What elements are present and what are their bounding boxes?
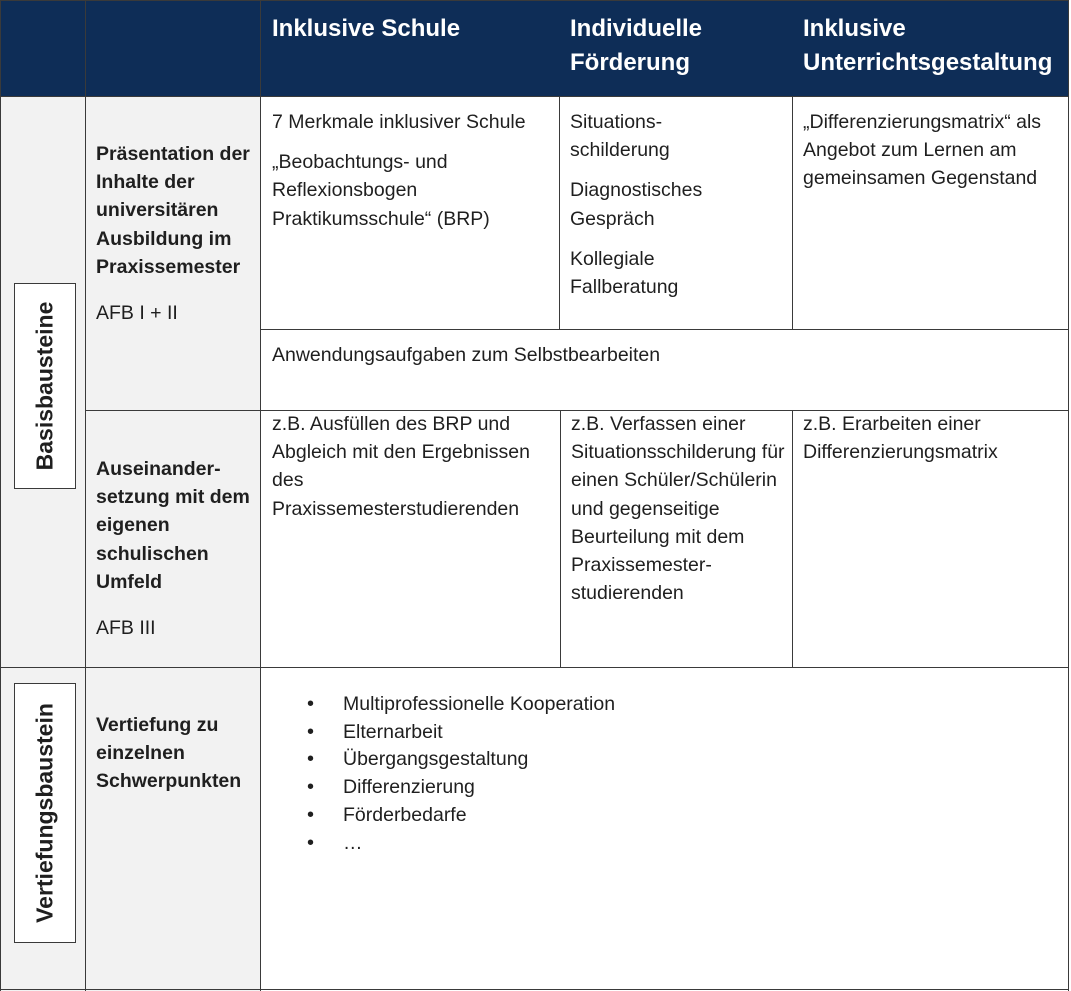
bullet-item: • … xyxy=(307,830,1007,858)
basisbausteine-label xyxy=(14,283,76,489)
grid-line xyxy=(260,329,1069,330)
bullet-item: • Förderbedarfe xyxy=(307,802,1007,830)
grid-line xyxy=(260,0,261,991)
row2-inklusive-schule-cell: z.B. Ausfüllen des BRP und Abgleich mit den Ergebnissen des Praxissemesterstudierenden xyxy=(272,413,530,520)
row1-title: Präsentation der Inhalte der universitären Ausbildung im Praxissemester xyxy=(96,143,250,278)
bullet-item: • Differenzierung xyxy=(307,774,1007,802)
header-individuelle-foerderung: Individuelle Förderung xyxy=(570,15,703,76)
row2-inklusive-unterrichtsgestaltung-cell: z.B. Erarbeiten einer Differenzierungsmatrix xyxy=(803,413,998,464)
header-inklusive-schule: Inklusive Schule xyxy=(272,15,461,42)
row1-inklusive-unterrichtsgestaltung-cell xyxy=(803,108,1053,205)
row3-title: Vertiefung zu einzelnen Schwerpunkten xyxy=(96,714,242,793)
row1-afb: AFB I + II xyxy=(96,302,178,325)
vertiefungsbaustein-text: Vertiefungsbaustein xyxy=(31,703,58,923)
row1-col2-item: Kollegiale Fallberatung xyxy=(570,247,679,299)
row2-title-cell xyxy=(96,455,251,642)
row1-span-text: Anwendungsaufgaben zum Selbstbearbeiten xyxy=(272,344,661,366)
grid-line xyxy=(0,0,1,991)
row1-individuelle-foerderung-cell xyxy=(570,108,720,313)
row2-individuelle-foerderung-cell: z.B. Verfassen einer Situationsschilderung für einen Schüler/Schülerin und gegenseitige Beurteilung mit dem Praxissemester-studierenden xyxy=(571,413,785,605)
grid-line xyxy=(560,410,561,667)
bullet-item: • Elternarbeit xyxy=(307,719,1007,747)
grid-line xyxy=(792,410,793,667)
row1-col1-item: 7 Merkmale inklusiver Schule xyxy=(272,111,526,133)
grid-line xyxy=(792,96,793,329)
basisbausteine-text: Basisbausteine xyxy=(31,301,58,471)
row3-bullet-list xyxy=(307,691,1007,857)
grid-line xyxy=(85,0,86,991)
row1-col2-item: Situations-schilderung xyxy=(570,111,670,162)
grid-line xyxy=(559,96,560,329)
grid-line xyxy=(0,667,1069,668)
row1-col2-item: Diagnostisches Gespräch xyxy=(570,179,703,230)
grid-line xyxy=(85,410,1069,411)
bullet-item: • Multiprofessionelle Kooperation xyxy=(307,691,1007,719)
bullet-item: • Übergangsgestaltung xyxy=(307,746,1007,774)
vertiefungsbaustein-label xyxy=(14,683,76,943)
grid-line xyxy=(0,0,1069,1)
row1-inklusive-schule-cell xyxy=(272,108,552,245)
row2-afb: AFB III xyxy=(96,617,156,640)
row1-title-cell xyxy=(96,140,256,327)
row2-title: Auseinander-setzung mit dem eigenen schulischen Umfeld xyxy=(96,458,250,593)
row1-col1-item: „Beobachtungs- und Reflexionsbogen Praktikumsschule“ (BRP) xyxy=(272,151,490,230)
grid-line xyxy=(0,96,1069,97)
grid-line xyxy=(0,989,1069,990)
grid-line xyxy=(1068,0,1069,991)
row1-col3-item: „Differenzierungsmatrix“ als Angebot zum Lernen am gemeinsamen Gegenstand xyxy=(803,111,1042,190)
header-inklusive-unterrichtsgestaltung: Inklusive Unterrichtsgestaltung xyxy=(803,15,1053,76)
